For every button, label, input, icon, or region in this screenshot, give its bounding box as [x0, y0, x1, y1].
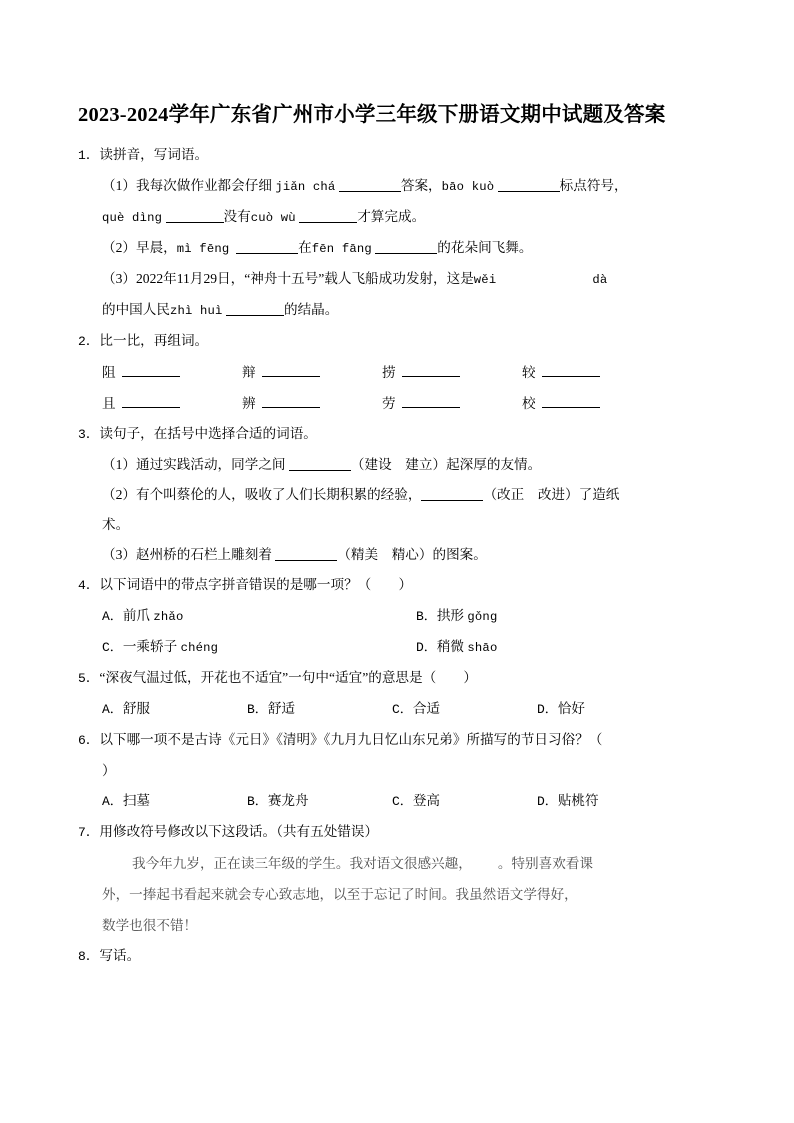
question-3-item-2	[64, 480, 730, 510]
item-label: （1）	[102, 178, 136, 193]
word-pair-cell	[242, 388, 382, 419]
question-7-stem	[64, 817, 730, 848]
option-a[interactable]	[102, 786, 247, 817]
question-8	[64, 941, 730, 972]
item-text: 早晨，	[135, 240, 177, 255]
answer-blank[interactable]	[402, 394, 460, 408]
option-label: D．	[537, 794, 558, 809]
answer-blank[interactable]	[542, 394, 600, 408]
pinyin-da: dà	[592, 273, 608, 287]
char-label: 阻	[102, 365, 116, 380]
option-label: D．	[537, 702, 558, 717]
question-1-item-3	[64, 264, 730, 295]
word-pair-cell	[102, 357, 242, 388]
option-text: 赛龙舟	[267, 793, 309, 808]
page-title: 2023-2024学年广东省广州市小学三年级下册语文期中试题及答案	[78, 104, 666, 126]
option-d[interactable]	[537, 694, 682, 725]
option-text: 拱形	[436, 608, 464, 623]
question-4-options-row-2	[64, 632, 730, 663]
question-3-number: 3	[78, 427, 86, 442]
item-label: （2）	[102, 240, 136, 255]
passage-line-1	[102, 848, 730, 879]
question-3	[64, 419, 730, 570]
question-7-passage	[64, 848, 730, 941]
answer-blank[interactable]	[289, 457, 351, 471]
word-pair-row-bottom	[64, 388, 730, 419]
option-label: A．	[102, 609, 123, 624]
answer-blank[interactable]	[402, 363, 460, 377]
answer-blank[interactable]	[299, 209, 357, 223]
option-pinyin: zhǎo	[153, 610, 184, 624]
answer-blank[interactable]	[226, 302, 284, 316]
question-6-stem	[64, 725, 730, 756]
char-label: 且	[102, 396, 116, 411]
option-text: 合适	[412, 701, 440, 716]
option-pinyin: chéng	[180, 641, 219, 655]
pinyin-jianca: jiǎn chá	[275, 180, 336, 194]
pinyin-queding: què dìng	[102, 211, 163, 225]
answer-blank[interactable]	[122, 394, 180, 408]
option-d[interactable]	[416, 632, 730, 663]
answer-blank[interactable]	[421, 487, 483, 501]
question-1-number: 1	[78, 148, 86, 163]
option-label: B．	[416, 609, 437, 624]
question-5	[64, 663, 730, 725]
question-6-stem-cont: ）	[102, 763, 116, 778]
item-text: 才算完成。	[357, 209, 426, 224]
option-label: C．	[392, 702, 413, 717]
question-7-number: 7	[78, 825, 86, 840]
char-label: 校	[522, 396, 536, 411]
item-text: 的中国人民	[102, 302, 170, 317]
pinyin-mifeng: mì fēng	[176, 242, 230, 256]
item-text-post: （改正 改进）了造纸	[483, 487, 620, 502]
option-pinyin: shāo	[467, 641, 498, 655]
option-label: C．	[102, 640, 123, 655]
answer-blank[interactable]	[236, 240, 298, 254]
item-text-pre: 有个叫蔡伦的人，吸收了人们长期积累的经验，	[135, 487, 422, 502]
question-8-number: 8	[78, 949, 86, 964]
answer-blank[interactable]	[275, 547, 337, 561]
pinyin-cuowu: cuò wù	[250, 211, 296, 225]
passage-text: 我今年九岁，正在读三年级的学生。我对语文很感兴趣，	[132, 856, 472, 871]
option-label: C．	[392, 794, 413, 809]
question-6-number: 6	[78, 733, 86, 748]
char-label: 劳	[382, 396, 396, 411]
question-6-options	[64, 786, 730, 817]
answer-blank[interactable]	[542, 363, 600, 377]
item-text-post: （精美 精心）的图案。	[337, 547, 487, 562]
question-1-item-1	[64, 171, 730, 202]
option-text: 一乘轿子	[122, 639, 178, 654]
answer-blank[interactable]	[122, 363, 180, 377]
item-text: 2022年11月29日，“神舟十五号”载人飞船成功发射，这是	[135, 271, 474, 286]
pinyin-zhihui: zhì huì	[169, 304, 223, 318]
char-label: 辨	[242, 396, 256, 411]
question-4-stem	[64, 570, 730, 601]
option-c[interactable]	[392, 694, 537, 725]
word-pair-cell	[522, 357, 662, 388]
pinyin-wei: wěi	[473, 273, 497, 287]
question-1-item-1-cont	[64, 202, 730, 233]
option-b[interactable]	[247, 694, 392, 725]
question-7-stem-text: ．用修改符号修改以下这段话。（共有五处错误）	[85, 824, 379, 839]
question-3-stem	[64, 419, 730, 450]
question-4	[64, 570, 730, 663]
question-2-number: 2	[78, 334, 86, 349]
passage-line-2: 外，一捧起书看起来就会专心致志地，以至于忘记了时间。我虽然语文学得好，	[102, 887, 578, 902]
option-text: 登高	[412, 793, 440, 808]
option-label: B．	[247, 702, 268, 717]
option-d[interactable]	[537, 786, 682, 817]
question-4-stem-text: ．以下词语中的带点字拼音错误的是哪一项？（ ）	[85, 577, 413, 592]
option-label: A．	[102, 702, 123, 717]
question-1-stem-text: ．读拼音，写词语。	[85, 147, 209, 162]
option-text: 恰好	[557, 701, 585, 716]
option-pinyin: gǒng	[467, 610, 498, 624]
item-text: 的花朵间飞舞。	[437, 240, 533, 255]
item-label: （2）	[102, 487, 136, 502]
pinyin-baokuo: bāo kuò	[441, 180, 495, 194]
answer-blank[interactable]	[166, 209, 224, 223]
question-6-stem-text: ．以下哪一项不是古诗《元日》《清明》《九月九日忆山东兄弟》所描写的节日习俗？（	[85, 732, 603, 747]
option-a[interactable]	[102, 694, 247, 725]
question-1-item-3-cont	[64, 295, 730, 326]
word-pair-cell	[522, 388, 662, 419]
option-text: 舒服	[122, 701, 150, 716]
answer-blank[interactable]	[262, 394, 320, 408]
item-text: 我每次做作业都会仔细	[135, 178, 272, 193]
option-c[interactable]	[102, 632, 416, 663]
question-8-stem-text: ．写话。	[85, 948, 141, 963]
question-2	[64, 326, 730, 419]
passage-line-3: 数学也很不错！	[102, 918, 198, 933]
option-label: D．	[416, 640, 437, 655]
word-pair-cell	[102, 388, 242, 419]
pinyin-fenfang: fēn fāng	[311, 242, 372, 256]
item-text-pre: 赵州桥的石栏上雕刻着	[135, 547, 272, 562]
item-text: 标点符号，	[559, 178, 628, 193]
item-text: 没有	[223, 209, 251, 224]
item-text: 在	[298, 240, 312, 255]
item-text-pre: 通过实践活动，同学之间	[135, 457, 286, 472]
item-label: （1）	[102, 457, 136, 472]
char-label: 较	[522, 365, 536, 380]
question-6	[64, 725, 730, 817]
question-8-stem	[64, 941, 730, 972]
option-label: A．	[102, 794, 123, 809]
question-1	[64, 140, 730, 326]
question-5-number: 5	[78, 671, 86, 686]
option-text: 扫墓	[122, 793, 150, 808]
passage-text: 。特别喜欢看课	[497, 856, 593, 871]
option-text: 稍微	[436, 639, 464, 654]
answer-blank[interactable]	[375, 240, 437, 254]
question-1-item-2	[64, 233, 730, 264]
option-label: B．	[247, 794, 268, 809]
word-pair-row-top	[64, 357, 730, 388]
word-pair-cell	[382, 388, 522, 419]
question-2-stem	[64, 326, 730, 357]
item-text: 的结晶。	[283, 302, 339, 317]
item-text: 答案，	[400, 178, 442, 193]
option-b[interactable]	[247, 786, 392, 817]
question-3-item-2-cont: 术。	[102, 517, 130, 532]
answer-blank[interactable]	[262, 363, 320, 377]
question-4-number: 4	[78, 578, 86, 593]
question-3-stem-text: ．读句子，在括号中选择合适的词语。	[85, 426, 317, 441]
question-1-stem	[64, 140, 730, 171]
item-label: （3）	[102, 547, 136, 562]
question-4-options-row-1	[64, 601, 730, 632]
question-3-item-1	[64, 450, 730, 480]
question-3-item-3	[64, 540, 730, 570]
option-b[interactable]	[416, 601, 730, 632]
item-label: （3）	[102, 271, 136, 286]
char-label: 辩	[242, 365, 256, 380]
question-7	[64, 817, 730, 941]
question-5-stem	[64, 663, 730, 694]
option-c[interactable]	[392, 786, 537, 817]
option-text: 舒适	[267, 701, 295, 716]
item-text-post: （建设 建立）起深厚的友情。	[350, 457, 542, 472]
question-2-stem-text: ．比一比，再组词。	[85, 333, 209, 348]
char-label: 捞	[382, 365, 396, 380]
word-pair-cell	[242, 357, 382, 388]
answer-blank[interactable]	[339, 178, 401, 192]
question-5-stem-text: ．“深夜气温过低，开花也不适宜”一句中“适宜”的意思是（ ）	[85, 670, 477, 685]
option-text: 前爪	[122, 608, 150, 623]
option-a[interactable]	[102, 601, 416, 632]
word-pair-cell	[382, 357, 522, 388]
option-text: 贴桃符	[557, 793, 599, 808]
question-5-options	[64, 694, 730, 725]
answer-blank[interactable]	[498, 178, 560, 192]
